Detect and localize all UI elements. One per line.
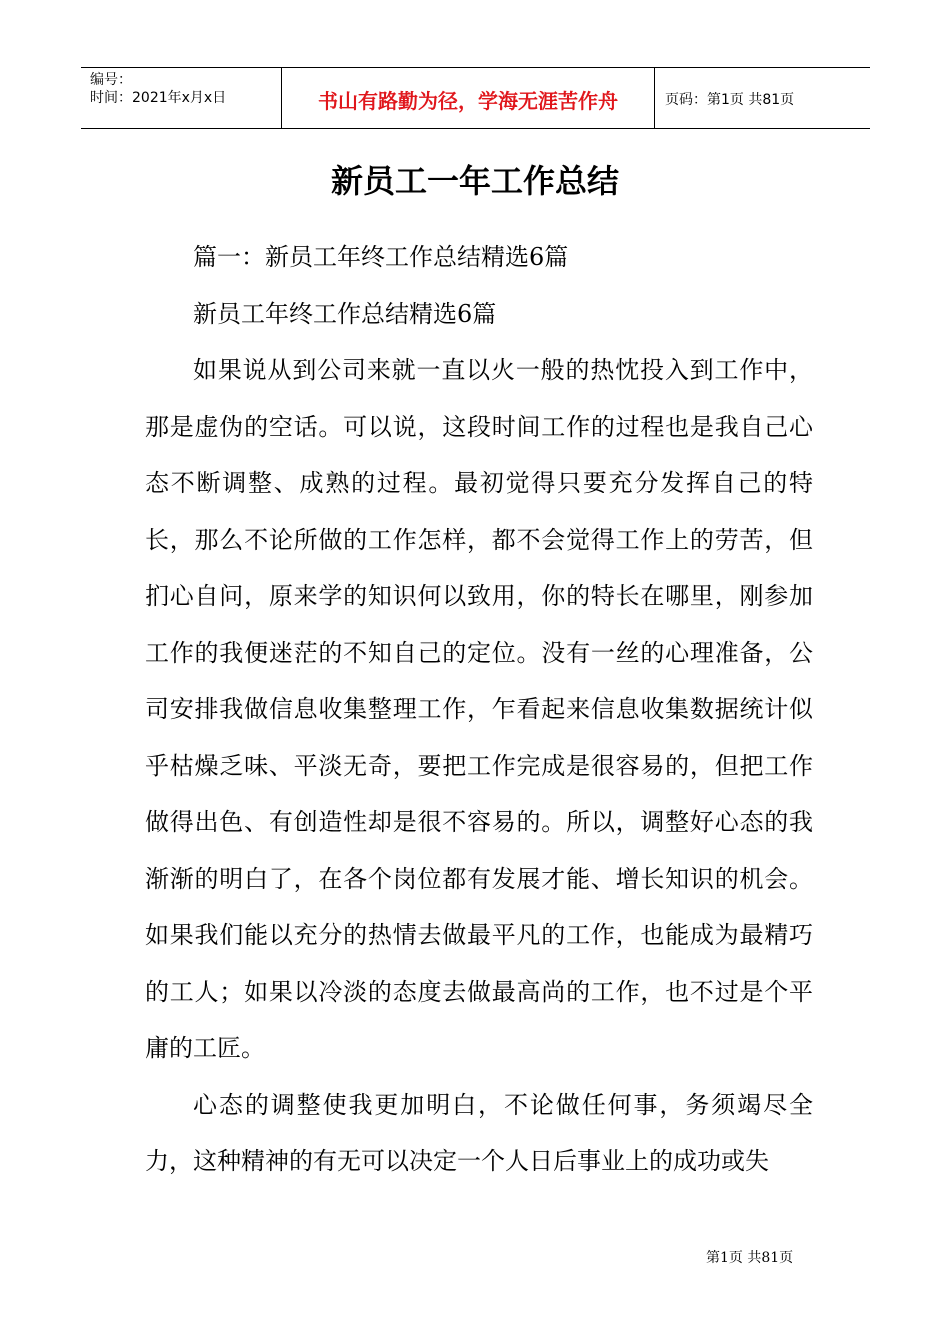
header-page-info: 页码：第1页 共81页 [665,92,795,108]
document-header [81,67,870,129]
document-body [145,229,813,1190]
section-heading: 篇一：新员工年终工作总结精选6篇 [193,243,569,271]
number-label: 编号： [90,72,132,88]
body-paragraph: 如果说从到公司来就一直以火一般的热忱投入到工作中，那是虚伪的空话。可以说，这段时间工作的过程也是我自己心态不断调整、成熟的过程。最初觉得只要充分发挥自己的特长，那么不论所做的工作怎样，都不会觉得工作上的劳苦，但扪心自问，原来学的知识何以致用，你的特长在哪里，刚参加工作的我便迷茫的不知自己的定位。没有一丝的心理准备，公司安排我做信息收集整理工作，乍看起来信息收集数据统计似乎枯燥乏味、平淡无奇，要把工作完成是很容易的，但把工作做得出色、有创造性却是很不容易的。所以，调整好心态的我渐渐的明白了，在各个岗位都有发展才能、增长知识的机会。如果我们能以充分的热情去做最平凡的工作，也能成为最精巧的工人；如果以冷淡的态度去做最高尚的工作，也不过是个平庸的工匠。 [145,356,813,1062]
section-subheading: 新员工年终工作总结精选6篇 [193,299,497,328]
page-footer: 第1页 共81页 [706,1250,794,1266]
time-label: 时间：2021年x月x日 [90,90,227,106]
header-motto: 书山有路勤为径，学海无涯苦作舟 [282,68,655,128]
document-title: 新员工一年工作总结 [330,162,619,200]
header-meta-cell [81,68,282,128]
body-paragraph: 心态的调整使我更加明白，不论做任何事，务须竭尽全力，这种精神的有无可以决定一个人日后事业上的成功或失 [145,1090,813,1175]
